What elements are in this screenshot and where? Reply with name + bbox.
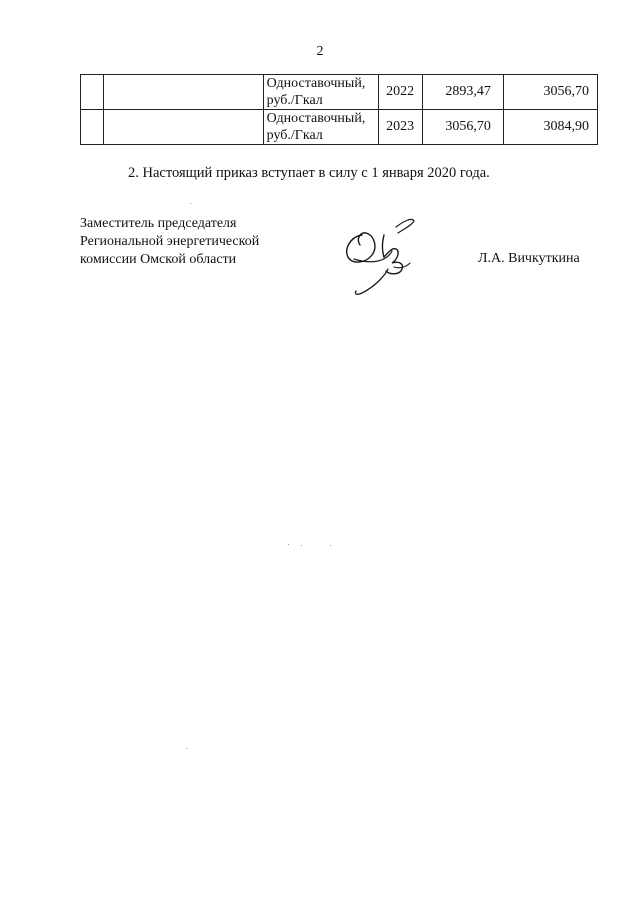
table-cell-value-second-half: 3084,90: [503, 110, 597, 145]
scan-speck: [301, 545, 302, 546]
scan-speck: [288, 544, 289, 545]
signer-title: [80, 215, 259, 269]
scan-speck: [330, 545, 331, 546]
table-cell-value-first-half: 3056,70: [422, 110, 503, 145]
table-cell-year: 2022: [378, 75, 422, 110]
table-cell-value-first-half: 2893,47: [422, 75, 503, 110]
table-cell-tariff-type: Одноставочный, руб./Гкал: [263, 110, 378, 145]
page-number: 2: [316, 44, 324, 59]
signer-title-line: Региональной энергетической: [80, 234, 260, 249]
table-cell-year: 2023: [378, 110, 422, 145]
clause-paragraph: 2. Настоящий приказ вступает в силу с 1 января 2020 года.: [128, 165, 490, 181]
handwritten-signature-icon: [338, 213, 424, 301]
table-cell-number: [81, 110, 104, 145]
table-cell-name: [104, 75, 263, 110]
table-cell-number: [81, 75, 104, 110]
tariff-table: [80, 74, 598, 145]
scan-speck: [186, 748, 187, 749]
signer-title-line: комиссии Омской области: [80, 252, 237, 267]
table-cell-tariff-type: Одноставочный, руб./Гкал: [263, 75, 378, 110]
table-row: [81, 75, 598, 110]
table-row: [81, 110, 598, 145]
signer-name: Л.А. Вичкуткина: [478, 251, 580, 266]
scan-speck: [190, 203, 191, 204]
table-cell-name: [104, 110, 263, 145]
table-cell-value-second-half: 3056,70: [503, 75, 597, 110]
signer-title-line: Заместитель председателя: [80, 216, 237, 231]
